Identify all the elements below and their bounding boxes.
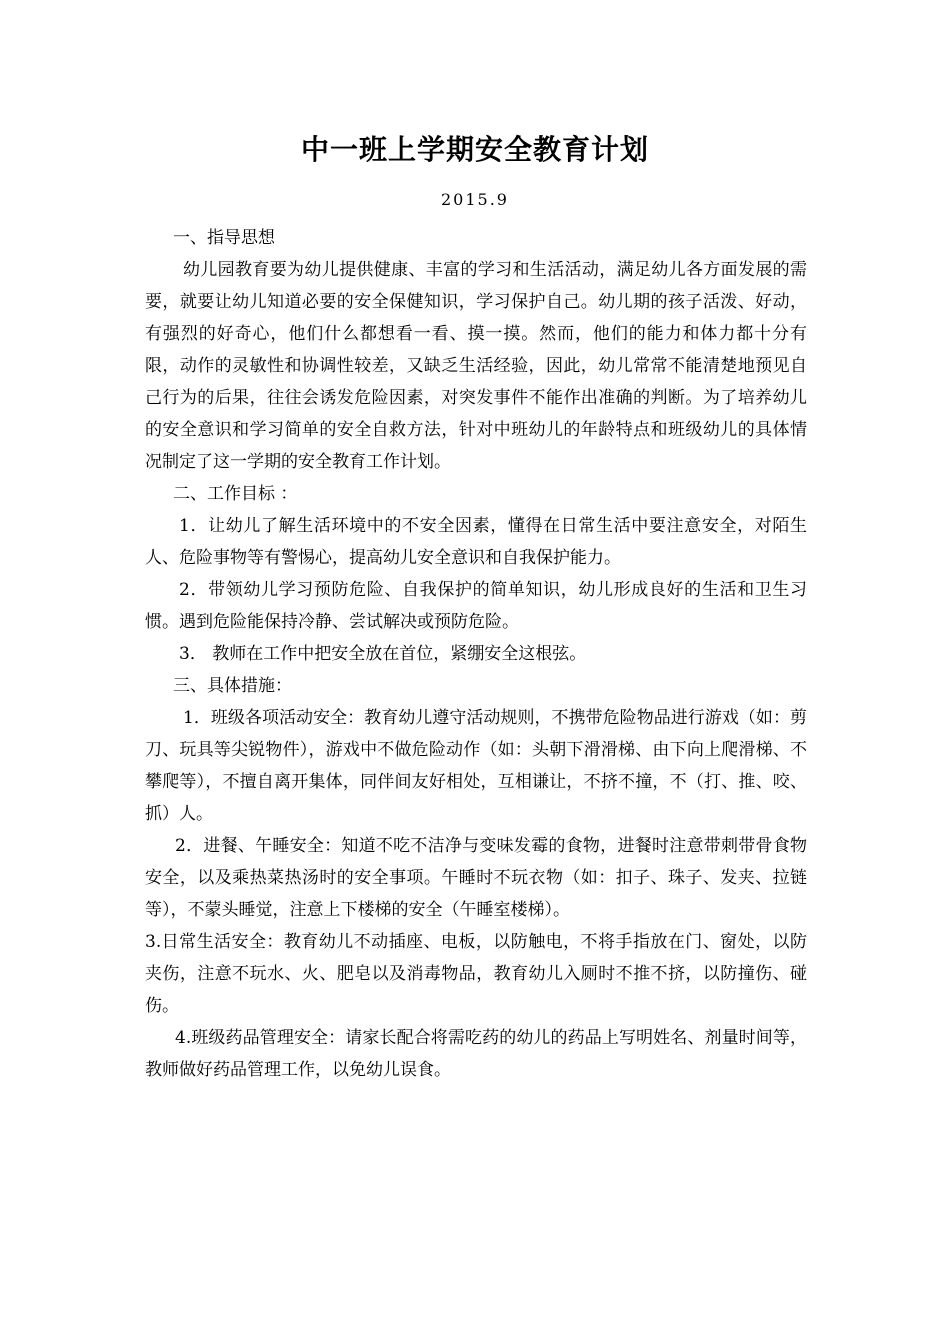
work-goal-item: 3． 教师在工作中把安全放在首位，紧绷安全这根弦。 [179, 644, 587, 664]
section-heading-measures: 三、具体措施： [173, 676, 292, 696]
section-heading-work-goals: 二、工作目标 ： [173, 484, 298, 504]
work-goal-item: 2．带领幼儿学习预防危险、自我保护的简单知识，幼儿形成良好的生活和卫生习惯。遇到危险能保持冷静、尝试解决或预防危险。 [145, 580, 807, 632]
measure-item: 2．进餐、午睡安全：知道不吃不洁净与变味发霉的食物，进餐时注意带刺带骨食物安全，以及乘热菜热汤时的安全事项。午睡时不玩衣物（如：扣子、珠子、发夹、拉链等），不蒙头睡觉，注意上下楼梯的安全（午睡室楼梯）。 [145, 836, 807, 920]
work-goal-item: 1．让幼儿了解生活环境中的不安全因素，懂得在日常生活中要注意安全，对陌生人、危险事物等有警惕心，提高幼儿安全意识和自我保护能力。 [145, 516, 807, 568]
measure-item: 4.班级药品管理安全：请家长配合将需吃药的幼儿的药品上写明姓名、剂量时间等，教师做好药品管理工作，以免幼儿误食。 [145, 1028, 807, 1080]
guiding-ideology-paragraph: 幼儿园教育要为幼儿提供健康、丰富的学习和生活活动，满足幼儿各方面发展的需要，就要让幼儿知道必要的安全保健知识，学习保护自己。幼儿期的孩子活泼、好动，有强烈的好奇心，他们什么都想看一看、摸一摸。然而，他们的能力和体力都十分有限，动作的灵敏性和协调性较差，又缺乏生活经验，因此，幼儿常常不能清楚地预见自己行为的后果，往往会诱发危险因素，对突发事件不能作出准确的判断。为了培养幼儿的安全意识和学习简单的安全自救方法，针对中班幼儿的年龄特点和班级幼儿的具体情况制定了这一学期的安全教育工作计划。 [145, 260, 807, 472]
document-title: 中一班上学期安全教育计划 [300, 133, 649, 166]
measure-item: 1．班级各项活动安全：教育幼儿遵守活动规则，不携带危险物品进行游戏（如：剪刀、玩具等尖锐物件），游戏中不做危险动作（如：头朝下滑滑梯、由下向上爬滑梯、不攀爬等），不擅自离开集体，同伴间友好相处，互相谦让，不挤不撞，不（打、推、咬、抓）人。 [145, 708, 807, 824]
section-heading-guiding-ideology: 一、指导思想 [173, 228, 275, 248]
document-date: 2015.9 [441, 190, 509, 209]
document-body [145, 222, 807, 1086]
measure-item: 3.日常生活安全：教育幼儿不动插座、电板，以防触电，不将手指放在门、窗处，以防夹伤，注意不玩水、火、肥皂以及消毒物品，教育幼儿入厕时不推不挤，以防撞伤、碰伤。 [145, 932, 807, 1016]
